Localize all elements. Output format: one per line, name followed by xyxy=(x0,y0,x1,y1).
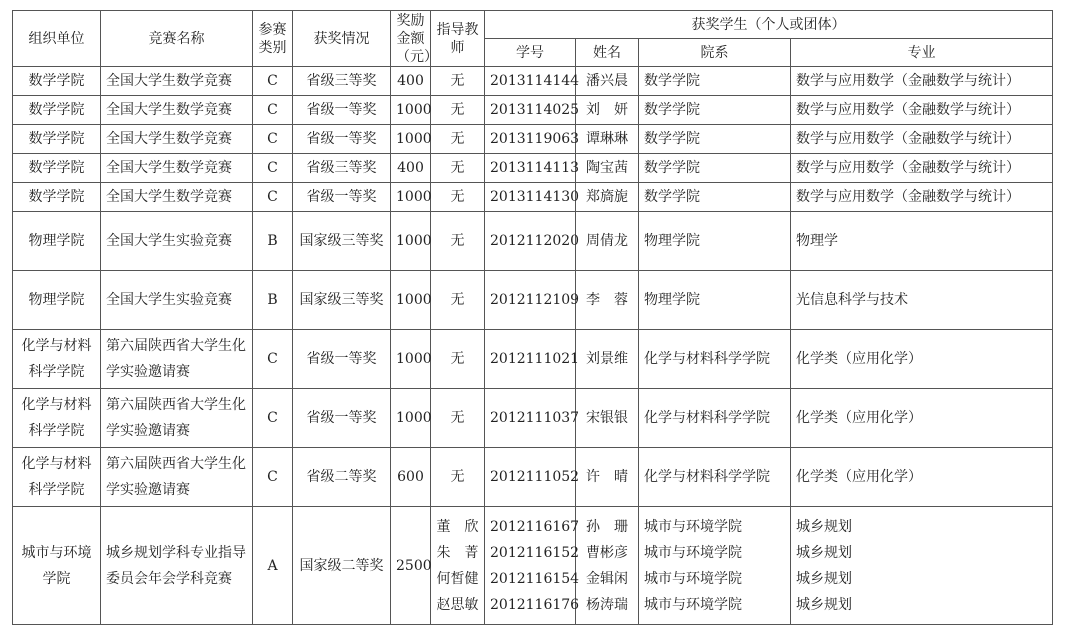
team-line: 城市与环境学院 xyxy=(644,518,742,535)
header-unit: 组织单位 xyxy=(13,11,101,67)
cell-amount: 1000 xyxy=(391,389,431,448)
cell-teacher: 无 xyxy=(431,154,485,183)
team-line: 曹彬彦 xyxy=(586,544,628,561)
table-row xyxy=(13,183,1053,212)
cell-department xyxy=(639,507,791,625)
cell-major: 化学类（应用化学） xyxy=(791,389,1053,448)
cell-competition: 第六届陕西省大学生化学实验邀请赛 xyxy=(101,448,253,507)
cell-category: C xyxy=(253,183,293,212)
cell-category: C xyxy=(253,154,293,183)
cell-student-id xyxy=(485,507,580,625)
team-line: 2012116154 xyxy=(490,570,580,587)
cell-student-id: 2012111052 xyxy=(485,448,576,507)
table-row xyxy=(13,389,1053,448)
cell-competition: 第六届陕西省大学生化学实验邀请赛 xyxy=(101,330,253,389)
cell-department: 化学与材料科学学院 xyxy=(639,389,791,448)
cell-name: 宋银银 xyxy=(576,389,639,448)
cell-amount: 1000 xyxy=(391,212,431,271)
cell-student-id: 2013114144 xyxy=(485,67,576,96)
cell-unit: 物理学院 xyxy=(13,212,101,271)
table-row xyxy=(13,330,1053,389)
table-body xyxy=(13,67,1053,625)
cell-teacher: 无 xyxy=(431,212,485,271)
cell-department: 数学学院 xyxy=(639,125,791,154)
cell-name: 李 蓉 xyxy=(576,271,639,330)
team-line: 城乡规划 xyxy=(796,570,852,587)
team-line: 城市与环境学院 xyxy=(644,570,742,587)
cell-teacher: 无 xyxy=(431,96,485,125)
cell-name: 郑旖旎 xyxy=(576,183,639,212)
cell-category: C xyxy=(253,67,293,96)
cell-unit: 数学学院 xyxy=(13,67,101,96)
header-amount: 奖励金额（元） xyxy=(391,11,431,67)
cell-competition: 全国大学生数学竞赛 xyxy=(101,125,253,154)
cell-amount: 1000 xyxy=(391,271,431,330)
team-line: 2012116167 xyxy=(490,518,580,535)
cell-category: C xyxy=(253,330,293,389)
cell-category: A xyxy=(253,507,293,625)
cell-competition: 第六届陕西省大学生化学实验邀请赛 xyxy=(101,389,253,448)
header-category: 参赛类别 xyxy=(253,11,293,67)
cell-competition: 全国大学生数学竞赛 xyxy=(101,67,253,96)
cell-major xyxy=(791,507,1053,625)
cell-category: C xyxy=(253,448,293,507)
cell-name: 周倩龙 xyxy=(576,212,639,271)
cell-department: 物理学院 xyxy=(639,212,791,271)
team-line: 金辑闲 xyxy=(586,570,628,587)
cell-student-id: 2013114130 xyxy=(485,183,576,212)
header-department: 院系 xyxy=(639,39,791,67)
cell-name: 刘景维 xyxy=(576,330,639,389)
cell-teacher: 无 xyxy=(431,125,485,154)
cell-award: 国家级二等奖 xyxy=(293,507,391,625)
header-students: 获奖学生（个人或团体） xyxy=(485,11,1053,39)
cell-competition: 全国大学生数学竞赛 xyxy=(101,154,253,183)
cell-amount: 400 xyxy=(391,67,431,96)
cell-award: 省级三等奖 xyxy=(293,154,391,183)
cell-competition: 全国大学生数学竞赛 xyxy=(101,96,253,125)
team-line: 2012116152 xyxy=(490,544,580,561)
cell-award: 省级一等奖 xyxy=(293,96,391,125)
header-award: 获奖情况 xyxy=(293,11,391,67)
cell-competition: 全国大学生实验竞赛 xyxy=(101,271,253,330)
team-line: 2012116176 xyxy=(490,596,580,613)
cell-unit: 数学学院 xyxy=(13,183,101,212)
table-row xyxy=(13,448,1053,507)
cell-award: 国家级三等奖 xyxy=(293,212,391,271)
table-row xyxy=(13,96,1053,125)
cell-teacher: 无 xyxy=(431,330,485,389)
cell-teacher: 无 xyxy=(431,67,485,96)
cell-competition: 全国大学生数学竞赛 xyxy=(101,183,253,212)
cell-award: 省级一等奖 xyxy=(293,389,391,448)
cell-amount: 2500 xyxy=(391,507,431,625)
cell-award: 省级二等奖 xyxy=(293,448,391,507)
cell-name: 谭琳琳 xyxy=(576,125,639,154)
table-row-team xyxy=(13,507,1053,625)
cell-unit: 化学与材料科学学院 xyxy=(13,448,101,507)
cell-teacher xyxy=(431,507,485,625)
cell-category: B xyxy=(253,271,293,330)
cell-student-id: 2013114025 xyxy=(485,96,576,125)
cell-major: 数学与应用数学（金融数学与统计） xyxy=(791,154,1053,183)
header-teacher: 指导教师 xyxy=(431,11,485,67)
cell-major: 化学类（应用化学） xyxy=(791,330,1053,389)
cell-category: C xyxy=(253,96,293,125)
cell-amount: 1000 xyxy=(391,96,431,125)
table-row xyxy=(13,271,1053,330)
cell-award: 省级一等奖 xyxy=(293,183,391,212)
cell-award: 省级一等奖 xyxy=(293,330,391,389)
cell-amount: 1000 xyxy=(391,330,431,389)
cell-unit: 数学学院 xyxy=(13,96,101,125)
awards-table xyxy=(12,10,1053,625)
cell-category: C xyxy=(253,125,293,154)
cell-name: 许 晴 xyxy=(576,448,639,507)
team-line: 杨涛瑞 xyxy=(586,596,628,613)
team-line: 孙 珊 xyxy=(586,518,628,535)
cell-student-id: 2012112020 xyxy=(485,212,576,271)
cell-amount: 1000 xyxy=(391,183,431,212)
team-line: 赵思敏 xyxy=(436,596,479,613)
team-line: 城市与环境学院 xyxy=(644,544,742,561)
cell-category: C xyxy=(253,389,293,448)
team-line: 董 欣 xyxy=(436,518,479,535)
cell-student-id: 2012111021 xyxy=(485,330,576,389)
cell-major: 数学与应用数学（金融数学与统计） xyxy=(791,183,1053,212)
cell-unit: 化学与材料科学学院 xyxy=(13,389,101,448)
cell-major: 化学类（应用化学） xyxy=(791,448,1053,507)
cell-amount: 400 xyxy=(391,154,431,183)
cell-award: 省级三等奖 xyxy=(293,67,391,96)
table-row xyxy=(13,212,1053,271)
team-line: 城市与环境学院 xyxy=(644,596,742,613)
cell-award: 国家级三等奖 xyxy=(293,271,391,330)
cell-department: 数学学院 xyxy=(639,96,791,125)
cell-unit: 化学与材料科学学院 xyxy=(13,330,101,389)
team-line: 城乡规划 xyxy=(796,596,852,613)
header-student-id: 学号 xyxy=(485,39,576,67)
cell-teacher: 无 xyxy=(431,448,485,507)
cell-student-id: 2013119063 xyxy=(485,125,576,154)
cell-student-id: 2013114113 xyxy=(485,154,576,183)
cell-student-id: 2012111037 xyxy=(485,389,576,448)
cell-teacher: 无 xyxy=(431,389,485,448)
cell-amount: 1000 xyxy=(391,125,431,154)
cell-category: B xyxy=(253,212,293,271)
cell-department: 数学学院 xyxy=(639,154,791,183)
cell-name: 潘兴晨 xyxy=(576,67,639,96)
cell-student-id: 2012112109 xyxy=(485,271,576,330)
team-line: 朱 菁 xyxy=(436,544,479,561)
team-line: 城乡规划 xyxy=(796,544,852,561)
header-competition: 竞赛名称 xyxy=(101,11,253,67)
cell-major: 数学与应用数学（金融数学与统计） xyxy=(791,125,1053,154)
cell-department: 化学与材料科学学院 xyxy=(639,330,791,389)
cell-unit: 数学学院 xyxy=(13,125,101,154)
cell-name: 刘 妍 xyxy=(576,96,639,125)
cell-competition: 城乡规划学科专业指导委员会年会学科竞赛 xyxy=(101,507,253,625)
cell-major: 光信息科学与技术 xyxy=(791,271,1053,330)
cell-name xyxy=(576,507,639,625)
cell-unit: 物理学院 xyxy=(13,271,101,330)
cell-major: 数学与应用数学（金融数学与统计） xyxy=(791,67,1053,96)
cell-department: 物理学院 xyxy=(639,271,791,330)
cell-teacher: 无 xyxy=(431,271,485,330)
cell-department: 数学学院 xyxy=(639,67,791,96)
cell-unit: 数学学院 xyxy=(13,154,101,183)
cell-amount: 600 xyxy=(391,448,431,507)
table-row xyxy=(13,67,1053,96)
cell-competition: 全国大学生实验竞赛 xyxy=(101,212,253,271)
cell-major: 数学与应用数学（金融数学与统计） xyxy=(791,96,1053,125)
cell-department: 数学学院 xyxy=(639,183,791,212)
cell-name: 陶宝茜 xyxy=(576,154,639,183)
cell-teacher: 无 xyxy=(431,183,485,212)
header-major: 专业 xyxy=(791,39,1053,67)
team-line: 何皙健 xyxy=(436,570,479,587)
cell-award: 省级一等奖 xyxy=(293,125,391,154)
header-name: 姓名 xyxy=(576,39,639,67)
team-line: 城乡规划 xyxy=(796,518,852,535)
cell-major: 物理学 xyxy=(791,212,1053,271)
table-row xyxy=(13,154,1053,183)
cell-department: 化学与材料科学学院 xyxy=(639,448,791,507)
table-row xyxy=(13,125,1053,154)
cell-unit: 城市与环境学院 xyxy=(13,507,101,625)
